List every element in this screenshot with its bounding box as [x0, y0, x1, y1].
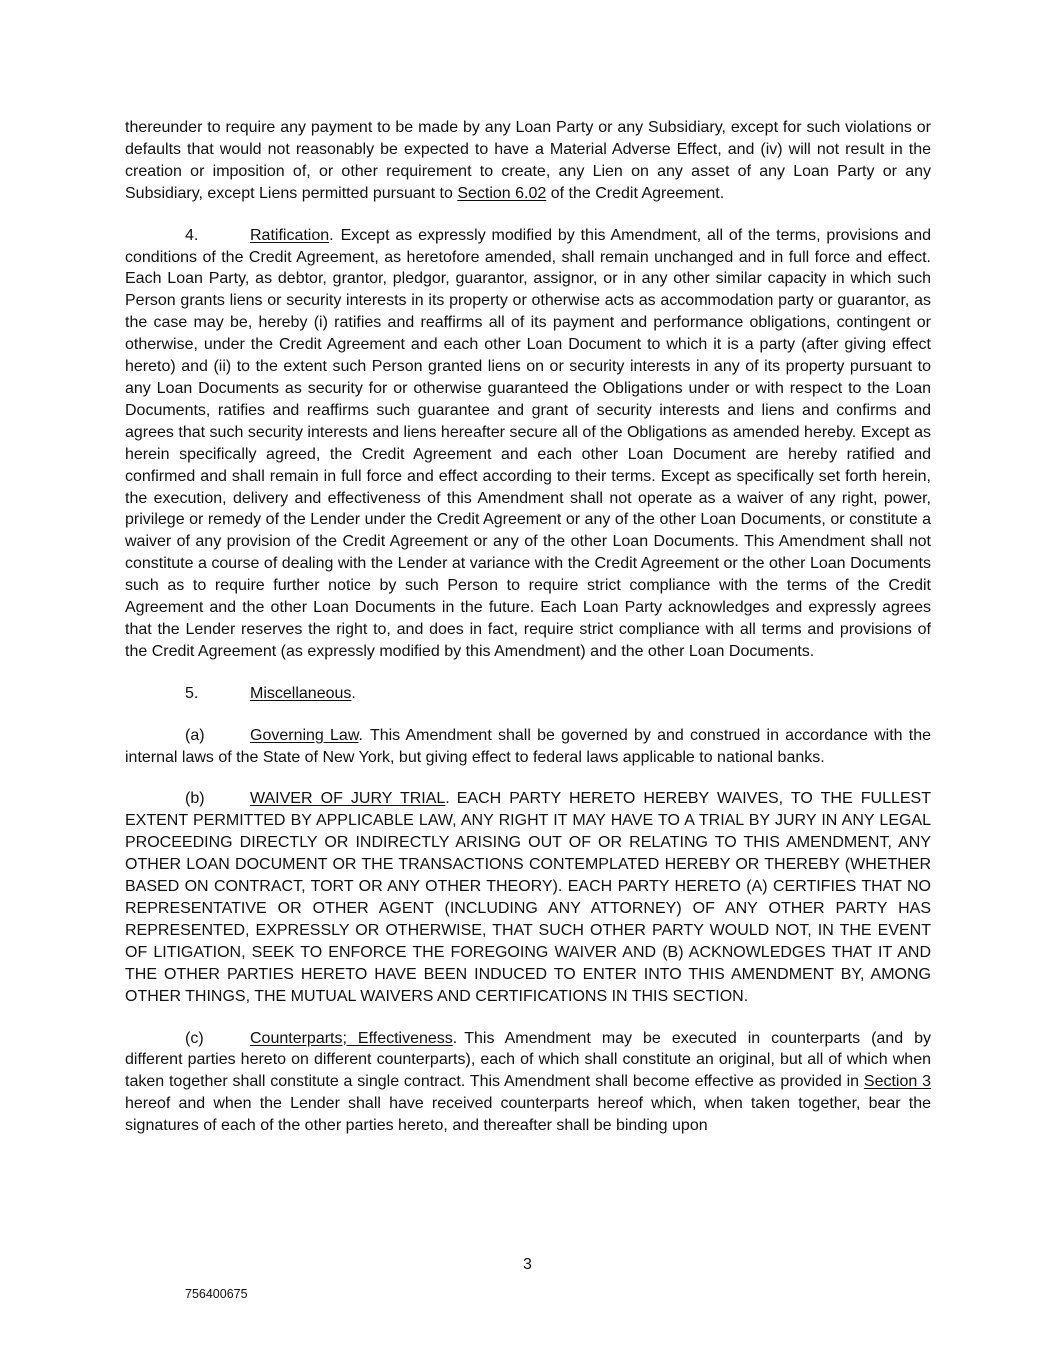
subsection-b-heading-period: .	[445, 790, 450, 808]
continuation-paragraph	[125, 117, 931, 205]
section-3-reference: Section 3	[863, 1073, 931, 1091]
section-5-heading: Miscellaneous	[250, 684, 352, 702]
section-4-heading: Ratification	[250, 226, 330, 244]
subsection-a-label: (a)	[185, 726, 205, 744]
subsection-b-heading: WAIVER OF JURY TRIAL	[250, 790, 446, 808]
subsection-c-body-after: hereof and when the Lender shall have received counterparts hereof which, when taken together, bear the signatures of each of the other parties hereto, and thereafter shall be binding upon	[125, 1095, 931, 1135]
subsection-a-heading-period: .	[358, 726, 363, 744]
subsection-b-jury-waiver-paragraph	[125, 788, 931, 1007]
subsection-c-body-before: This Amendment may be executed in counterparts (and by different parties hereto on different counterparts), each of which shall constitute an original, but all of which when taken together shall constitute a single contract. This Amendment shall become effective as provided in	[125, 1029, 932, 1091]
section-5-miscellaneous-paragraph	[125, 683, 931, 705]
subsection-c-counterparts-paragraph	[125, 1028, 931, 1138]
section-4-number: 4.	[185, 226, 199, 244]
subsection-a-body: This Amendment shall be governed by and construed in accordance with the internal laws of the State of New York, but giving effect to federal laws applicable to national banks.	[125, 726, 932, 766]
subsection-a-governing-law-paragraph	[125, 725, 931, 769]
subsection-c-heading-period: .	[452, 1029, 458, 1047]
page-number: 3	[523, 1256, 532, 1273]
continuation-text-after: of the Credit Agreement.	[546, 184, 725, 202]
section-5-heading-period: .	[351, 684, 356, 702]
section-4-ratification-paragraph	[125, 225, 931, 663]
subsection-b-body: EACH PARTY HERETO HEREBY WAIVES, TO THE FULLEST EXTENT PERMITTED BY APPLICABLE LAW, ANY RIGHT IT MAY HAVE TO A TRIAL BY JURY IN ANY LEGAL PROCEEDING DIRECTLY OR INDIRECTLY ARISING OUT OF OR RELATING TO THIS AMENDMENT, ANY OTHER LOAN DOCUMENT OR THE TRANSACTIONS CONTEMPLATED HEREBY OR THEREBY (WHETHER BASED ON CONTRACT, TORT OR ANY OTHER THEORY). EACH PARTY HERETO (A) CERTIFIES THAT NO REPRESENTATIVE OR OTHER AGENT (INCLUDING ANY ATTORNEY) OF ANY OTHER PARTY HAS REPRESENTED, EXPRESSLY OR OTHERWISE, THAT SUCH OTHER PARTY WOULD NOT, IN THE EVENT OF LITIGATION, SEEK TO ENFORCE THE FOREGOING WAIVER AND (B) ACKNOWLEDGES THAT IT AND THE OTHER PARTIES HERETO HAVE BEEN INDUCED TO ENTER INTO THIS AMENDMENT BY, AMONG OTHER THINGS, THE MUTUAL WAIVERS AND CERTIFICATIONS IN THIS SECTION.	[125, 790, 931, 1005]
page-content	[125, 117, 931, 1157]
section-5-number: 5.	[185, 684, 199, 702]
section-6-02-reference: Section 6.02	[457, 184, 547, 202]
subsection-a-heading: Governing Law	[250, 726, 359, 744]
continuation-text-before: thereunder to require any payment to be made by any Loan Party or any Subsidiary, except for such violations or defaults that would not reasonably be expected to have a Material Adverse Effect, and (iv) will not result in the creation or imposition of, or other requirement to create, any Lien on any asset of any Loan Party or any Subsidiary, except Liens permitted pursuant to	[125, 119, 931, 202]
section-4-heading-period: .	[329, 226, 334, 244]
subsection-c-label: (c)	[185, 1029, 204, 1047]
subsection-b-label: (b)	[185, 790, 205, 808]
section-4-body: Except as expressly modified by this Amendment, all of the terms, provisions and conditions of the Credit Agreement, as heretofore amended, shall remain unchanged and in full force and effect. Each Loan Party, as debtor, grantor, pledgor, guarantor, assignor, or in any other similar capacity in which such Person grants liens or security interests in its property or otherwise acts as accommodation party or guarantor, as the case may be, hereby (i) ratifies and reaffirms all of its payment and performance obligations, contingent or otherwise, under the Credit Agreement and each other Loan Document to which it is a party (after giving effect hereto) and (ii) to the extent such Person granted liens on or security interests in any of its property pursuant to any Loan Documents as security for or otherwise guaranteed the Obligations under or with respect to the Loan Documents, ratifies and reaffirms such guarantee and grant of security interests and liens and confirms and agrees that such security interests and liens hereafter secure all of the Obligations as amended hereby. Except as herein specifically agreed, the Credit Agreement and each other Loan Document are hereby ratified and confirmed and shall remain in full force and effect according to their terms. Except as specifically set forth herein, the execution, delivery and effectiveness of this Amendment shall not operate as a waiver of any right, power, privilege or remedy of the Lender under the Credit Agreement or any of the other Loan Documents, or constitute a waiver of any provision of the Credit Agreement or any of the other Loan Documents. This Amendment shall not constitute a course of dealing with the Lender at variance with the Credit Agreement or the other Loan Documents such as to require further notice by such Person to require strict compliance with the terms of the Credit Agreement and the other Loan Documents in the future. Each Loan Party acknowledges and expressly agrees that the Lender reserves the right to, and does in fact, require strict compliance with all terms and provisions of the Credit Agreement (as expressly modified by this Amendment) and the other Loan Documents.	[125, 226, 931, 660]
document-id-stamp: 756400675	[185, 1287, 248, 1301]
subsection-c-heading: Counterparts; Effectiveness	[250, 1029, 453, 1047]
